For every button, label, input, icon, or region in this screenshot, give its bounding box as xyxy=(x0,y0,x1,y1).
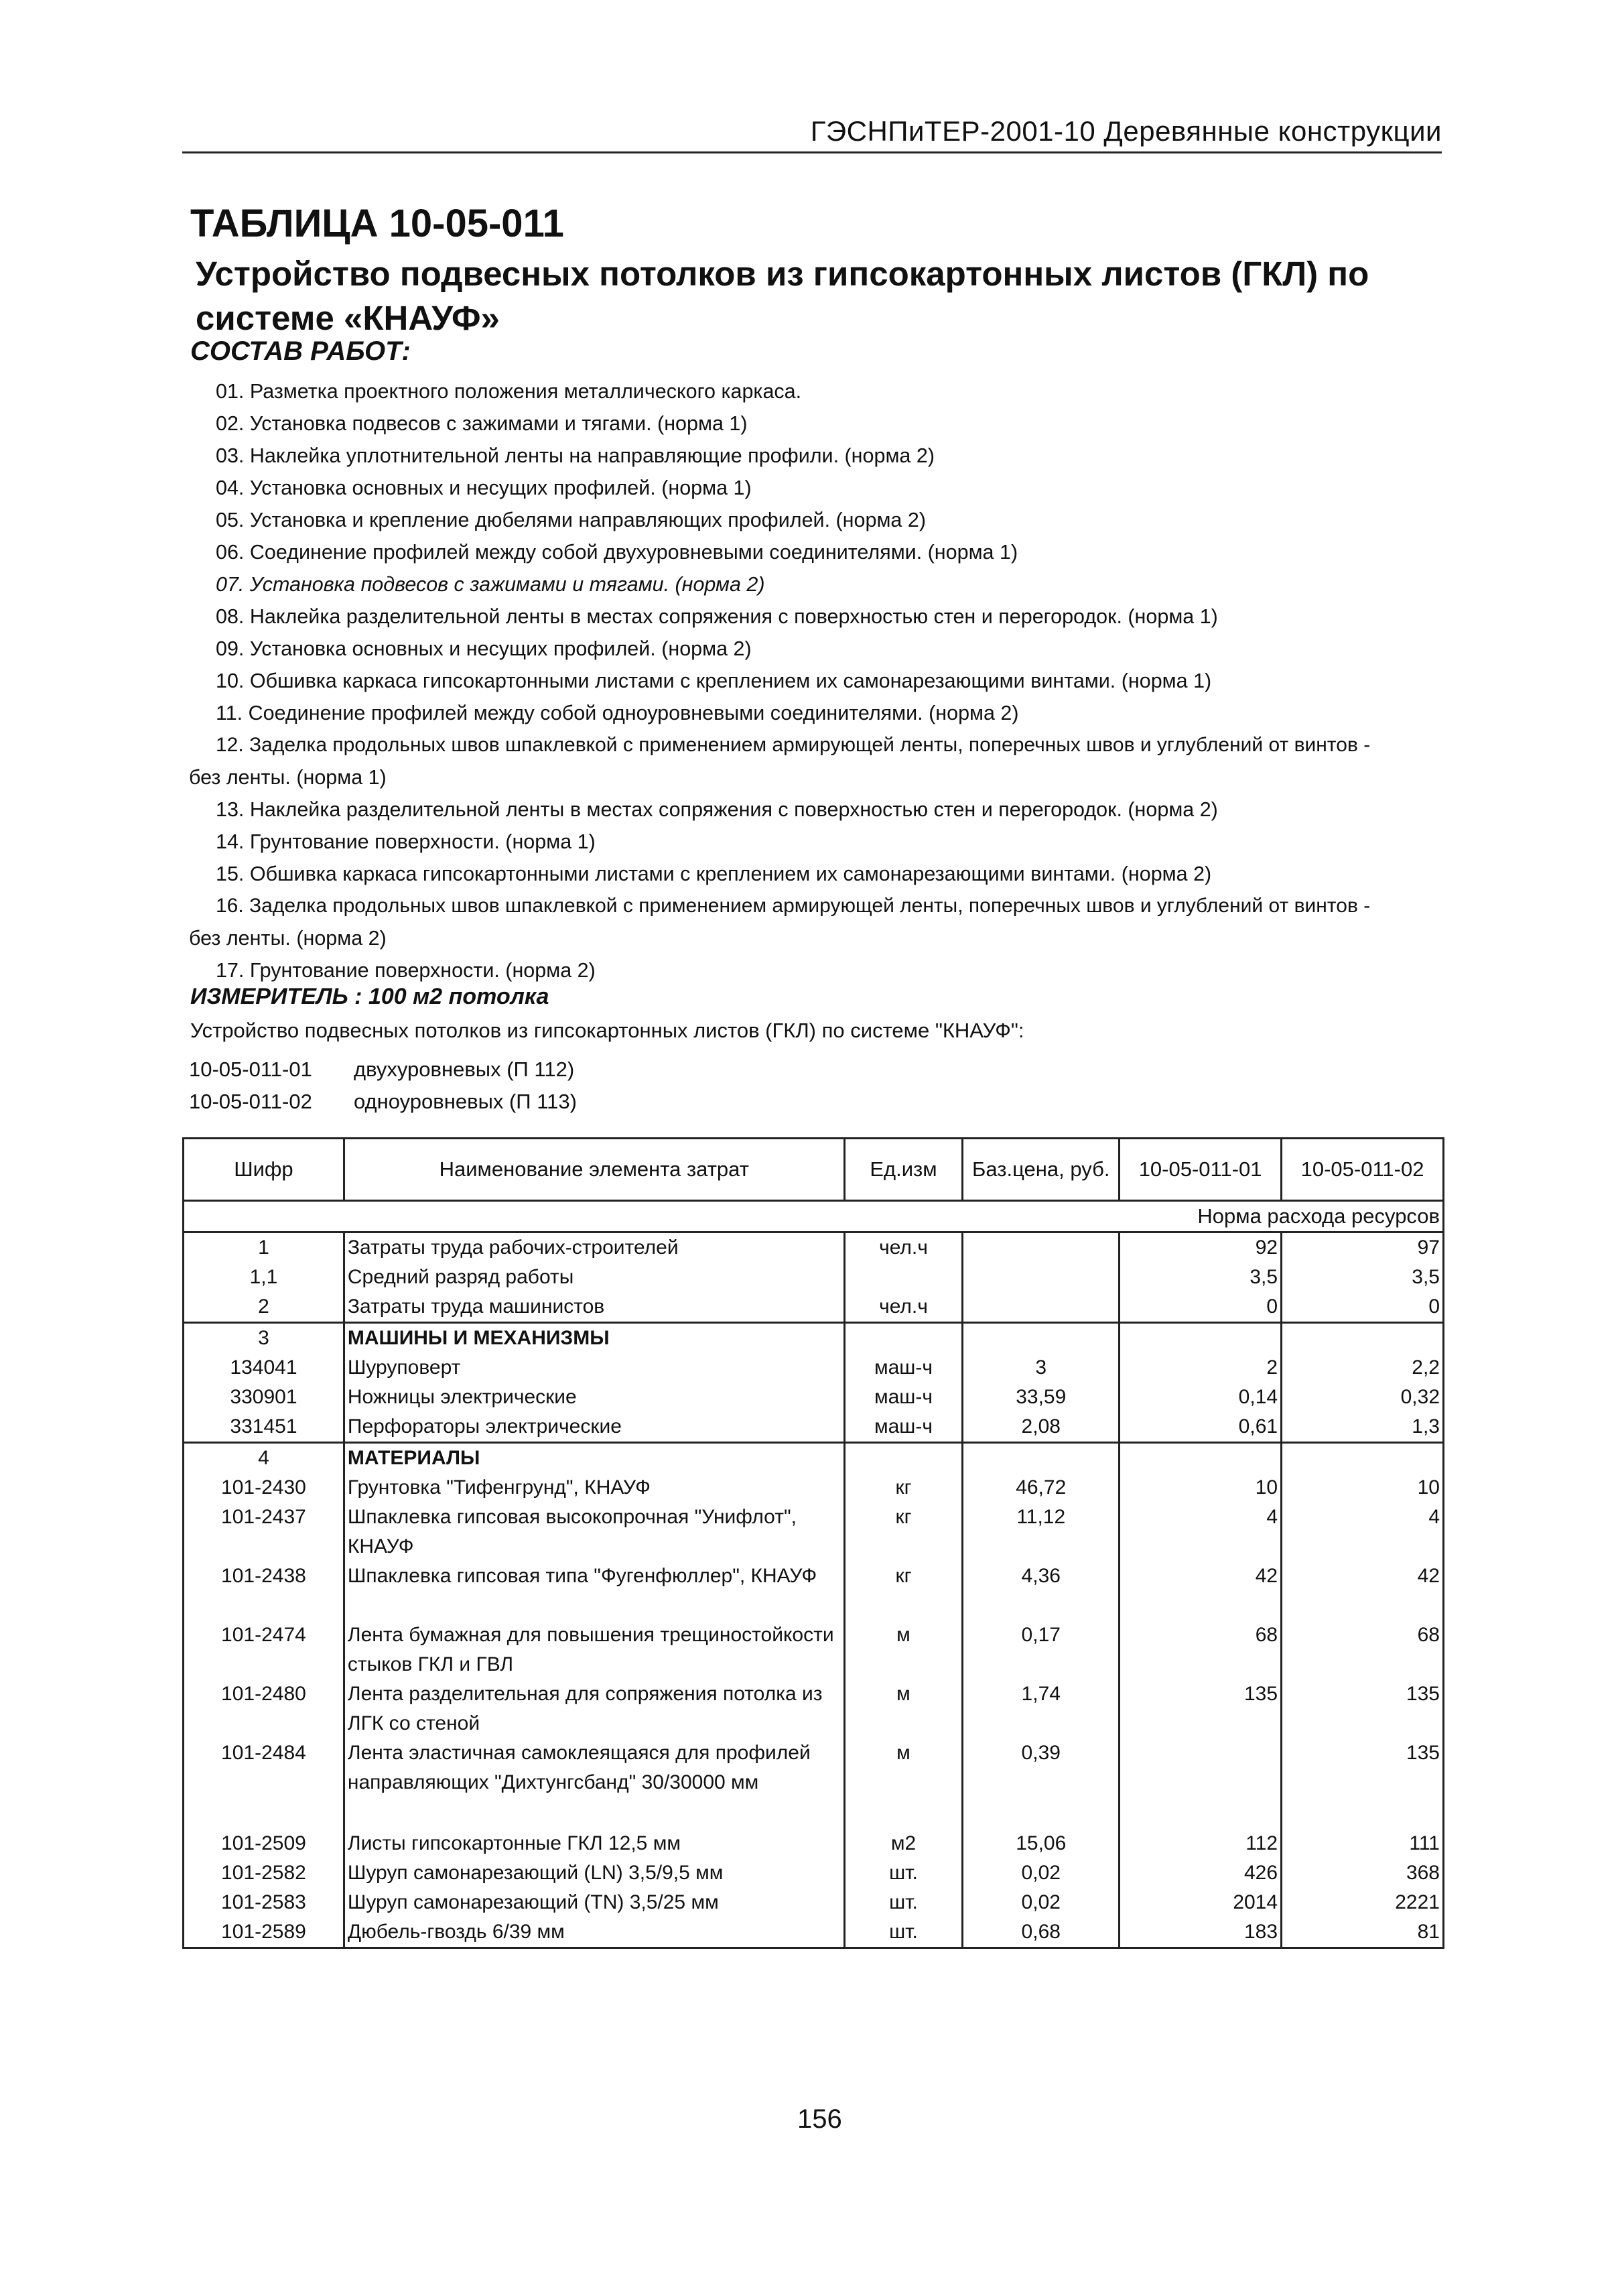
code-item xyxy=(189,1054,577,1086)
work-item: 02. Установка подвесов с зажимами и тягами. (норма 1) xyxy=(216,412,748,435)
header-cell: Наименование элемента затрат xyxy=(344,1139,844,1201)
cell-value-01: 426 xyxy=(1120,1858,1282,1888)
cell-price: 11,12 xyxy=(963,1503,1120,1561)
cell-price: 15,06 xyxy=(963,1829,1120,1858)
table-row xyxy=(184,1679,1444,1738)
cell-code: 331451 xyxy=(184,1412,344,1443)
cell-price: 1,74 xyxy=(963,1679,1120,1738)
cell-value-01: 0,14 xyxy=(1120,1383,1282,1412)
cell-code: 101-2474 xyxy=(184,1620,344,1679)
table-row xyxy=(184,1917,1444,1948)
cell-name: Затраты труда машинистов xyxy=(344,1292,844,1323)
cell-code: 101-2589 xyxy=(184,1917,344,1948)
cell-value-01: 183 xyxy=(1120,1917,1282,1948)
cell-unit xyxy=(844,1323,963,1354)
table-row xyxy=(184,1858,1444,1888)
table-row xyxy=(184,1503,1444,1561)
table-row xyxy=(184,1473,1444,1503)
work-item: 10. Обшивка каркаса гипсокартонными листами с креплением их самонарезающими винтами. (норма 1) xyxy=(216,669,1212,692)
work-composition-label: СОСТАВ РАБОТ: xyxy=(190,336,411,366)
code: 10-05-011-01 xyxy=(189,1058,312,1081)
table-row xyxy=(184,1561,1444,1620)
cell-name: Затраты труда рабочих-строителей xyxy=(344,1232,844,1263)
cell-unit: шт. xyxy=(844,1888,963,1917)
cell-value-01: 0 xyxy=(1120,1292,1282,1323)
code-item xyxy=(189,1086,577,1118)
cell-name: Шуруповерт xyxy=(344,1353,844,1383)
table-body xyxy=(184,1232,1444,1948)
cell-value-01: 10 xyxy=(1120,1473,1282,1503)
resource-table xyxy=(182,1137,1444,1949)
cell-value-02: 3,5 xyxy=(1282,1263,1444,1292)
cell-value-01: 68 xyxy=(1120,1620,1282,1679)
cell-name: Грунтовка "Тифенгрунд", КНАУФ xyxy=(344,1473,844,1503)
work-item: 12. Заделка продольных швов шпаклевкой с применением армирующей ленты, поперечных швов и углублений от винтов - xyxy=(216,734,1371,756)
cell-unit xyxy=(844,1443,963,1474)
header-cell: 10-05-011-01 xyxy=(1120,1139,1282,1201)
cell-value-02 xyxy=(1282,1323,1444,1354)
cell-price: 0,68 xyxy=(963,1917,1120,1948)
table-row xyxy=(184,1829,1444,1858)
cell-name: Лента бумажная для повышения трещиностойкости стыков ГКЛ и ГВЛ xyxy=(344,1620,844,1679)
cell-value-01 xyxy=(1120,1443,1282,1474)
cell-unit: м2 xyxy=(844,1829,963,1858)
cell-unit: маш-ч xyxy=(844,1412,963,1443)
cell-unit: шт. xyxy=(844,1858,963,1888)
cell-unit: м xyxy=(844,1679,963,1738)
cell-name: Ножницы электрические xyxy=(344,1383,844,1412)
cell-code: 134041 xyxy=(184,1353,344,1383)
cell-name: Шуруп самонарезающий (TN) 3,5/25 мм xyxy=(344,1888,844,1917)
cell-unit: чел.ч xyxy=(844,1232,963,1263)
page-title: Устройство подвесных потолков из гипсокартонных листов (ГКЛ) по системе «КНАУФ» xyxy=(196,255,1369,337)
cell-name: МАШИНЫ И МЕХАНИЗМЫ xyxy=(344,1323,844,1354)
cell-value-01: 135 xyxy=(1120,1679,1282,1738)
header-cell: 10-05-011-02 xyxy=(1282,1139,1444,1201)
cell-price: 0,02 xyxy=(963,1888,1120,1917)
cell-value-02: 97 xyxy=(1282,1232,1444,1263)
work-item: 04. Установка основных и несущих профилей. (норма 1) xyxy=(216,476,752,499)
cell-name: Перфораторы электрические xyxy=(344,1412,844,1443)
work-item: 03. Наклейка уплотнительной ленты на направляющие профили. (норма 2) xyxy=(216,444,935,467)
cell-price xyxy=(963,1292,1120,1323)
work-item-continuation: без ленты. (норма 2) xyxy=(189,927,387,950)
cell-value-01: 92 xyxy=(1120,1232,1282,1263)
table-id: ТАБЛИЦА 10-05-011 xyxy=(190,202,564,245)
cell-code: 101-2582 xyxy=(184,1858,344,1888)
work-item: 17. Грунтование поверхности. (норма 2) xyxy=(216,959,596,982)
code: 10-05-011-02 xyxy=(189,1090,312,1113)
cell-value-02: 2221 xyxy=(1282,1888,1444,1917)
table-row xyxy=(184,1353,1444,1383)
code-list xyxy=(189,1054,577,1118)
table-header-row xyxy=(184,1139,1444,1201)
cell-code: 4 xyxy=(184,1443,344,1474)
description: Устройство подвесных потолков из гипсокартонных листов (ГКЛ) по системе "КНАУФ": xyxy=(190,1019,1024,1042)
cell-name: Лента эластичная самоклеящаяся для профилей направляющих "Дихтунгсбанд" 30/30000 мм xyxy=(344,1738,844,1829)
cell-price: 33,59 xyxy=(963,1383,1120,1412)
cell-price: 0,17 xyxy=(963,1620,1120,1679)
table-row xyxy=(184,1263,1444,1292)
cell-value-02: 42 xyxy=(1282,1561,1444,1620)
cell-value-02: 0,32 xyxy=(1282,1383,1444,1412)
cell-code: 101-2583 xyxy=(184,1888,344,1917)
norm-row xyxy=(184,1201,1444,1232)
cell-value-02: 135 xyxy=(1282,1679,1444,1738)
cell-price xyxy=(963,1443,1120,1474)
cell-code: 101-2430 xyxy=(184,1473,344,1503)
work-item: 16. Заделка продольных швов шпаклевкой с применением армирующей ленты, поперечных швов и углублений от винтов - xyxy=(216,895,1371,917)
cell-value-01: 42 xyxy=(1120,1561,1282,1620)
work-item: 14. Грунтование поверхности. (норма 1) xyxy=(216,830,596,853)
cell-code: 1,1 xyxy=(184,1263,344,1292)
cell-value-02: 2,2 xyxy=(1282,1353,1444,1383)
cell-name: Лента разделительная для сопряжения потолка из ЛГК со стеной xyxy=(344,1679,844,1738)
work-item-continuation: без ленты. (норма 1) xyxy=(189,766,387,789)
cell-value-02: 81 xyxy=(1282,1917,1444,1948)
cell-price: 4,36 xyxy=(963,1561,1120,1620)
work-item: 11. Соединение профилей между собой одноуровневыми соединителями. (норма 2) xyxy=(216,702,1019,724)
cell-name: Дюбель-гвоздь 6/39 мм xyxy=(344,1917,844,1948)
table-row xyxy=(184,1888,1444,1917)
cell-price: 2,08 xyxy=(963,1412,1120,1443)
cell-value-01: 112 xyxy=(1120,1829,1282,1858)
work-item: 08. Наклейка разделительной ленты в местах сопряжения с поверхностью стен и перегородок. (норма 1) xyxy=(216,605,1218,628)
cell-price xyxy=(963,1263,1120,1292)
cell-value-02: 10 xyxy=(1282,1473,1444,1503)
cell-name: МАТЕРИАЛЫ xyxy=(344,1443,844,1474)
cell-price xyxy=(963,1232,1120,1263)
cell-price xyxy=(963,1323,1120,1354)
cell-value-02: 0 xyxy=(1282,1292,1444,1323)
table-row xyxy=(184,1383,1444,1412)
cell-code: 330901 xyxy=(184,1383,344,1412)
cell-code: 101-2484 xyxy=(184,1738,344,1829)
cell-value-02 xyxy=(1282,1443,1444,1474)
work-item: 05. Установка и крепление дюбелями направляющих профилей. (норма 2) xyxy=(216,509,926,531)
table-row xyxy=(184,1292,1444,1323)
work-list xyxy=(189,375,1462,986)
header-cell: Шифр xyxy=(184,1139,344,1201)
work-item: 01. Разметка проектного положения металлического каркаса. xyxy=(216,380,802,403)
cell-code: 101-2438 xyxy=(184,1561,344,1620)
cell-value-02: 111 xyxy=(1282,1829,1444,1858)
cell-value-02: 4 xyxy=(1282,1503,1444,1561)
cell-code: 2 xyxy=(184,1292,344,1323)
cell-unit: кг xyxy=(844,1503,963,1561)
work-item: 13. Наклейка разделительной ленты в местах сопряжения с поверхностью стен и перегородок. (норма 2) xyxy=(216,798,1218,821)
work-item: 09. Установка основных и несущих профилей. (норма 2) xyxy=(216,637,752,660)
cell-value-01: 0,61 xyxy=(1120,1412,1282,1443)
header-divider xyxy=(182,151,1442,153)
cell-code: 101-2480 xyxy=(184,1679,344,1738)
header-cell: Ед.изм xyxy=(844,1139,963,1201)
page-number: 156 xyxy=(797,2104,842,2134)
measurement-unit: ИЗМЕРИТЕЛЬ : 100 м2 потолка xyxy=(190,984,549,1009)
work-item: 15. Обшивка каркаса гипсокартонными листами с креплением их самонарезающими винтами. (норма 2) xyxy=(216,863,1212,885)
cell-value-01: 2014 xyxy=(1120,1888,1282,1917)
norm-label: Норма расхода ресурсов xyxy=(184,1201,1444,1232)
cell-name: Шуруп самонарезающий (LN) 3,5/9,5 мм xyxy=(344,1858,844,1888)
cell-value-01 xyxy=(1120,1323,1282,1354)
work-item: 07. Установка подвесов с зажимами и тягами. (норма 2) xyxy=(216,573,765,596)
cell-value-01 xyxy=(1120,1738,1282,1829)
cell-price: 0,02 xyxy=(963,1858,1120,1888)
cell-code: 101-2437 xyxy=(184,1503,344,1561)
cell-code: 1 xyxy=(184,1232,344,1263)
cell-name: Шпаклевка гипсовая высокопрочная "Унифлот", КНАУФ xyxy=(344,1503,844,1561)
table-row xyxy=(184,1323,1444,1354)
cell-name: Шпаклевка гипсовая типа "Фугенфюллер", КНАУФ xyxy=(344,1561,844,1620)
cell-code: 3 xyxy=(184,1323,344,1354)
table-row xyxy=(184,1412,1444,1443)
cell-unit: чел.ч xyxy=(844,1292,963,1323)
cell-price: 3 xyxy=(963,1353,1120,1383)
cell-unit: маш-ч xyxy=(844,1383,963,1412)
cell-unit: м xyxy=(844,1738,963,1829)
cell-unit: м xyxy=(844,1620,963,1679)
cell-value-01: 2 xyxy=(1120,1353,1282,1383)
cell-unit: кг xyxy=(844,1561,963,1620)
cell-unit: шт. xyxy=(844,1917,963,1948)
code-text: одноуровневых (П 113) xyxy=(354,1090,577,1113)
cell-unit: маш-ч xyxy=(844,1353,963,1383)
cell-name: Листы гипсокартонные ГКЛ 12,5 мм xyxy=(344,1829,844,1858)
cell-price: 0,39 xyxy=(963,1738,1120,1829)
cell-name: Средний разряд работы xyxy=(344,1263,844,1292)
cell-unit: кг xyxy=(844,1473,963,1503)
running-header: ГЭСНПиТЕР-2001-10 Деревянные конструкции xyxy=(810,115,1442,147)
cell-value-02: 135 xyxy=(1282,1738,1444,1829)
work-item: 06. Соединение профилей между собой двухуровневыми соединителями. (норма 1) xyxy=(216,541,1018,564)
cell-value-01: 3,5 xyxy=(1120,1263,1282,1292)
code-text: двухуровневых (П 112) xyxy=(354,1058,575,1081)
cell-value-02: 68 xyxy=(1282,1620,1444,1679)
cell-code: 101-2509 xyxy=(184,1829,344,1858)
header-cell: Баз.цена, руб. xyxy=(963,1139,1120,1201)
cell-value-02: 1,3 xyxy=(1282,1412,1444,1443)
table-row xyxy=(184,1738,1444,1829)
cell-price: 46,72 xyxy=(963,1473,1120,1503)
cell-value-02: 368 xyxy=(1282,1858,1444,1888)
table-row xyxy=(184,1232,1444,1263)
table-row xyxy=(184,1443,1444,1474)
cell-value-01: 4 xyxy=(1120,1503,1282,1561)
cell-unit xyxy=(844,1263,963,1292)
table-row xyxy=(184,1620,1444,1679)
